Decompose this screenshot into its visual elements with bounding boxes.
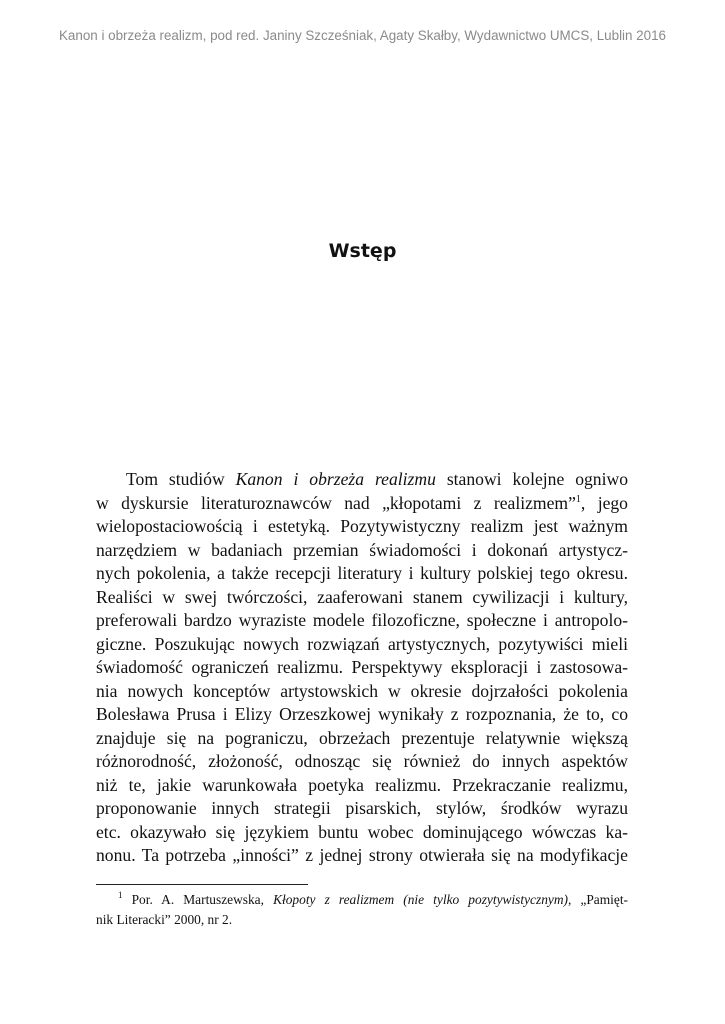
text-line: świadomość ograniczeń realizmu. Perspektywy eksploracji i zastosowa- (96, 657, 628, 677)
footnote-rule (96, 884, 308, 885)
footnote-line: nik Literacki” 2000, nr 2. (96, 912, 233, 927)
footnote-ref[interactable]: 1 (575, 493, 581, 505)
text-line: nonu. Ta potrzeba „inności” z jednej strony otwierała się na modyfikacje (96, 845, 628, 865)
book-title: Kanon i obrzeża realizmu (235, 469, 436, 489)
text-line: Realiści w swej twórczości, zaaferowani stanem cywilizacji i kultury, (96, 586, 628, 607)
text-line: proponowanie innych strategii pisarskich, stylów, środków wyrazu (96, 798, 628, 818)
footnote-cited-title: Kłopoty z realizmem (nie tylko pozytywistycznym) (273, 892, 568, 907)
text-line: niż te, jakie warunkowała poetyka realizmu. Przekraczanie realizmu, (96, 774, 628, 795)
text-line: nia nowych konceptów artystowskich w okresie dojrzałości pokolenia (96, 680, 628, 701)
text-line: Tom studiów Kanon i obrzeża realizmu stanowi kolejne ogniwo (126, 469, 628, 489)
text-line: nych pokolenia, a także recepcji literatury i kultury polskiej tego okresu. (96, 563, 628, 583)
text-line: znajduje się na pograniczu, obrzeżach prezentuje relatywnie większą (96, 727, 628, 748)
body-text (96, 468, 628, 868)
text-line: giczne. Poszukując nowych rozwiązań artystycznych, pozytywiści mieli (96, 633, 628, 654)
text-line: wielopostaciowością i estetyką. Pozytywistyczny realizm jest ważnym (96, 516, 628, 536)
footnote-number: 1 (118, 890, 123, 900)
text-line: Bolesława Prusa i Elizy Orzeszkowej wynikały z rozpoznania, że to, co (96, 704, 628, 724)
text-line: narzędziem w badaniach przemian świadomości i dokonań artystycz- (96, 539, 628, 560)
footnote (96, 890, 628, 930)
text-line: w dyskursie literaturoznawców nad „kłopotami z realizmem”$^1$, jego (96, 492, 628, 513)
text-line: etc. okazywało się językiem buntu wobec dominującego wówczas ka- (96, 821, 628, 842)
text-line: różnorodność, złożoność, odnosząc się również do innych aspektów (96, 751, 628, 771)
text-line: preferowali bardzo wyraziste modele filozoficzne, społeczne i antropolo- (96, 610, 628, 630)
chapter-title: Wstęp (328, 240, 397, 262)
footnote-line: $^1$ Por. A. Martuszewska, Kłopoty z realizmem (nie tylko pozytywistycznym), „Pamięt- (118, 890, 629, 907)
running-head: Kanon i obrzeża realizm, pod red. Janiny Szcześniak, Agaty Skałby, Wydawnictwo UMCS, Lublin 2016 (59, 28, 666, 43)
